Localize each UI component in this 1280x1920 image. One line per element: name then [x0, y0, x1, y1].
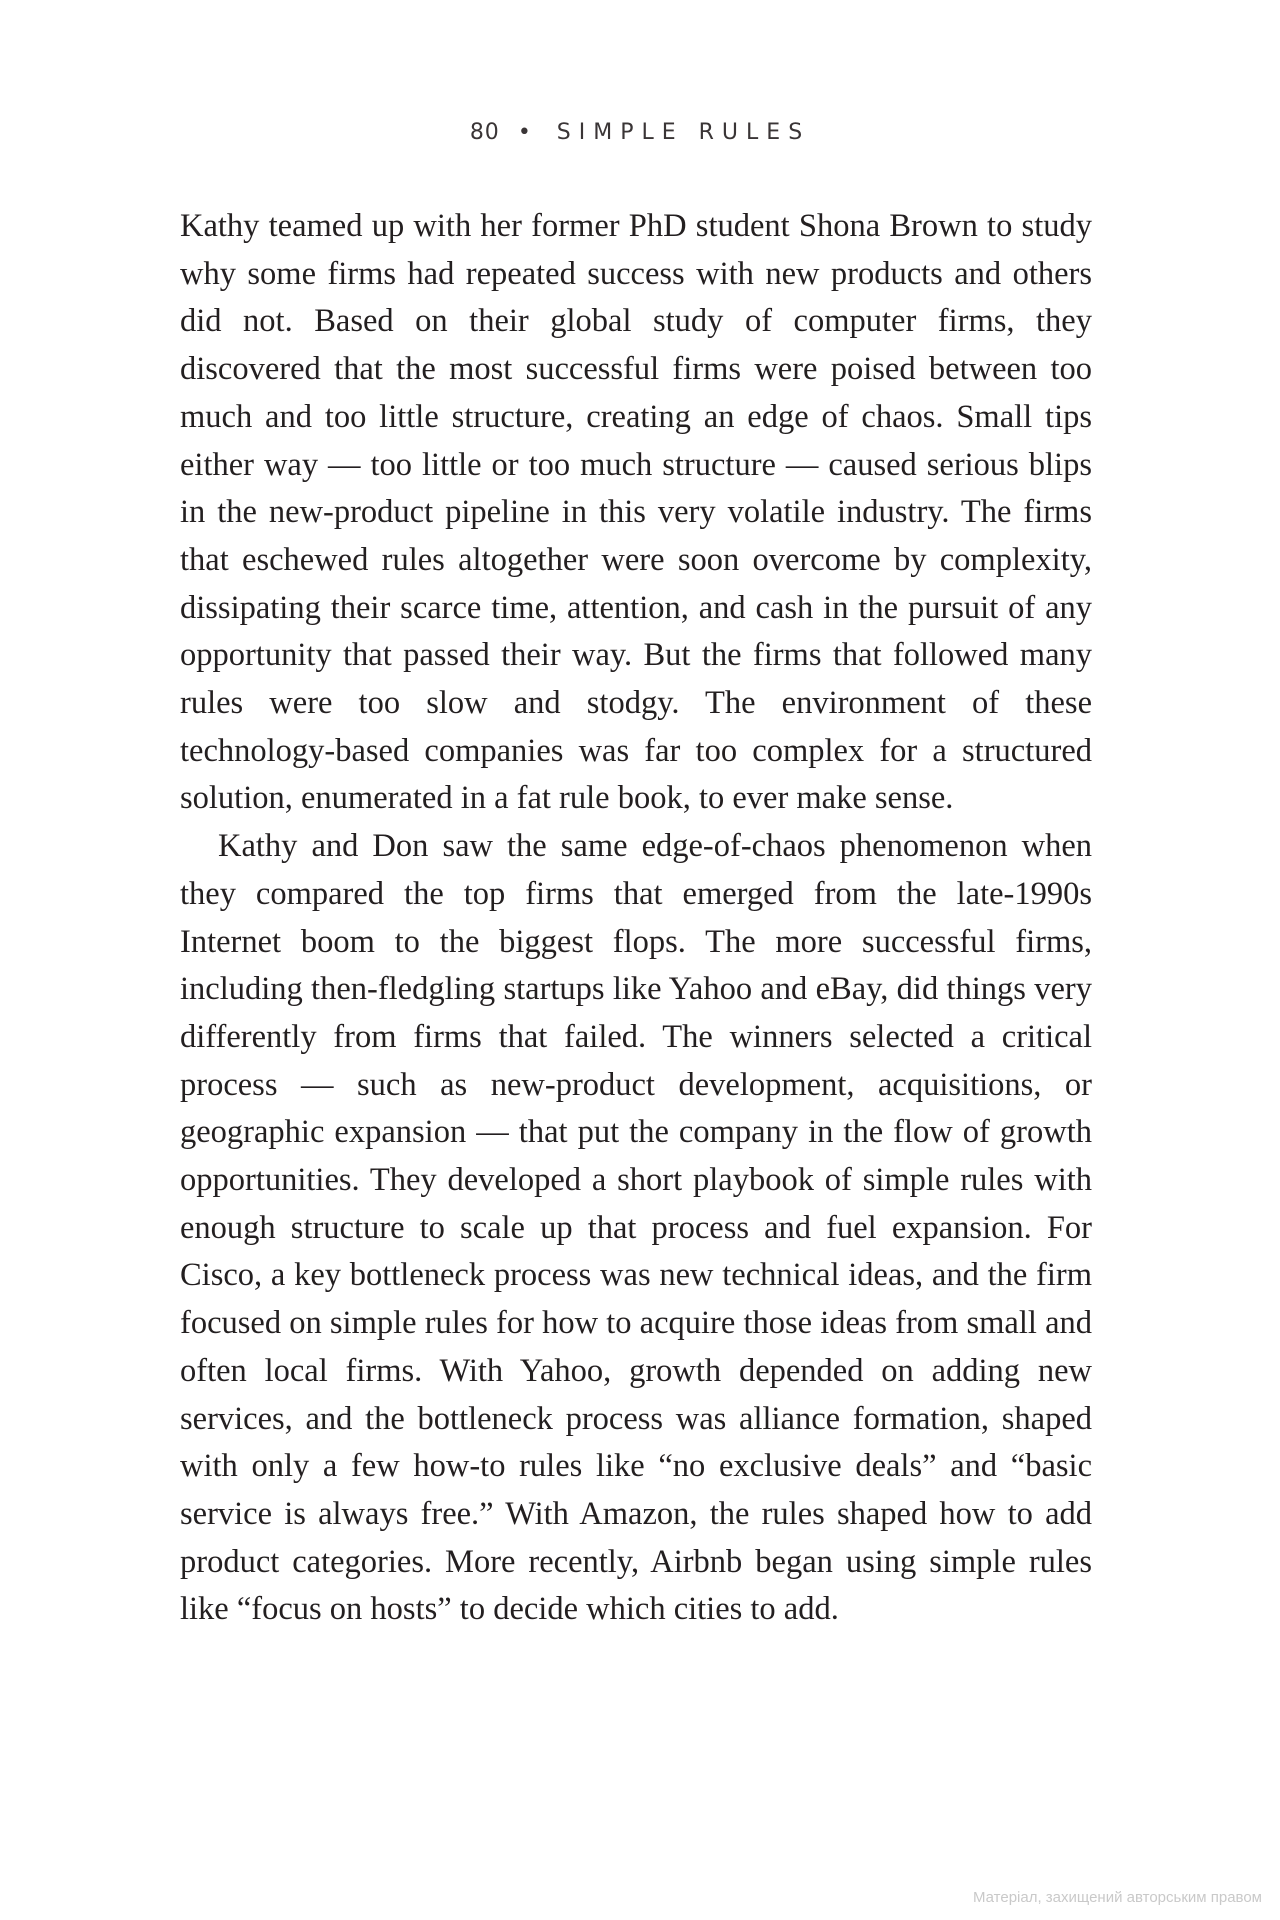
- body-text: [180, 203, 1092, 1634]
- page-number: 80: [469, 120, 500, 145]
- copyright-watermark: Матеріал, захищений авторським правом: [972, 1889, 1262, 1906]
- paragraph-2: Kathy and Don saw the same edge-of-chaos phenomenon when they compared the top firms that emerged from the late-1990s Internet boom to the biggest flops. The more successful firms, including then-fledgling startups like Yahoo and eBay, did things very differently from firms that failed. The winners selected a critical process — such as new-product development, acquisitions, or geographic expansion — that put the company in the flow of growth opportunities. They developed a short playbook of simple rules with enough structure to scale up that process and fuel expansion. For Cisco, a key bottleneck process was new technical ideas, and the firm focused on simple rules for how to acquire those ideas from small and often local firms. With Yahoo, growth depended on adding new services, and the bottleneck process was alliance formation, shaped with only a few how-to rules like “no exclusive deals” and “basic service is always free.” With Amazon, the rules shaped how to add product categories. More recently, Airbnb began using simple rules like “focus on hosts” to decide which cities to add.: [180, 828, 1092, 1628]
- header-separator: •: [517, 120, 539, 145]
- paragraph-1: Kathy teamed up with her former PhD student Shona Brown to study why some firms had repeated success with new products and others did not. Based on their global study of computer firms, they discovered that the most successful firms were poised between too much and too little structure, creating an edge of chaos. Small tips either way — too little or too much structure — caused serious blips in the new-product pipeline in this very volatile industry. The firms that eschewed rules altogether were soon overcome by complexity, dissipating their scarce time, attention, and cash in the pursuit of any opportunity that passed their way. But the firms that followed many rules were too slow and stodgy. The environment of these technology-based companies was far too complex for a structured solution, enumerated in a fat rule book, to ever make sense.: [180, 208, 1092, 817]
- book-title: SIMPLE RULES: [556, 120, 811, 145]
- running-head: [0, 120, 1280, 145]
